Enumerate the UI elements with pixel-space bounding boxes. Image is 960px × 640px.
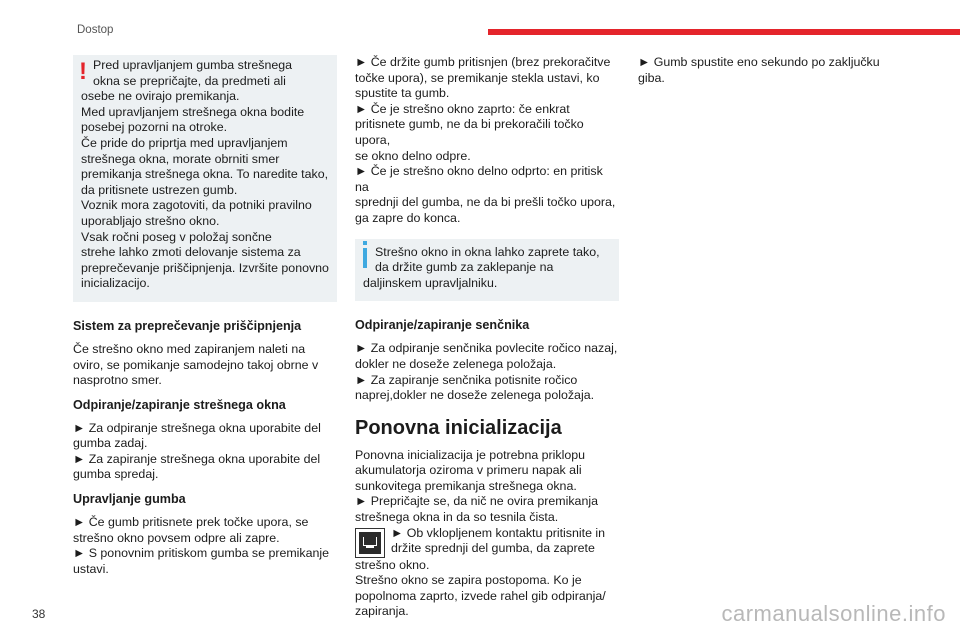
warning-line: strehe lahko zmoti delovanje sistema za — [81, 245, 301, 260]
body-line: strešno okno. — [355, 557, 430, 572]
body-line: ► Za odpiranje senčnika povlecite ročico nazaj, — [355, 341, 618, 356]
sunroof-button-icon — [355, 528, 385, 558]
warning-line: Če pride do priprtja med upravljanjem — [81, 135, 288, 150]
warning-line: osebe ne ovirajo premikanja. — [81, 89, 240, 104]
body-line: ► Če je strešno okno delno odprto: en pritisk na — [355, 164, 603, 194]
warning-line: inicializacijo. — [81, 276, 150, 291]
column-1 — [73, 55, 337, 577]
body-line: točke upora), se premikanje stekla ustavi, ko — [355, 70, 600, 85]
body-line: ► Za zapiranje strešnega okna uporabite del — [73, 451, 321, 466]
body-line: ► Če je strešno okno zaprto: če enkrat — [355, 101, 570, 116]
body-line: ► Prepričajte se, da nič ne ovira premikanja — [355, 494, 598, 509]
warning-line: okna se prepričajte, da predmeti ali — [93, 73, 286, 88]
section-title: Dostop — [77, 24, 114, 36]
warning-line: strešnega okna, morate obrniti smer — [81, 151, 280, 166]
warning-icon: ! — [79, 58, 87, 85]
warning-line: Med upravljanjem strešnega okna bodite — [81, 104, 305, 119]
warning-line: Voznik mora zagotoviti, da potniki pravilno — [81, 198, 312, 213]
body-line: Strešno okno se zapira postopoma. Ko je — [355, 573, 582, 588]
body-line: strešnega okna in da so tesnila čista. — [355, 510, 559, 525]
icon-instruction — [355, 526, 619, 557]
page-number: 38 — [32, 607, 46, 621]
body-line: akumulatorja oziroma v primeru napak ali — [355, 463, 582, 478]
warning-line: uporabljajo strešno okno. — [81, 213, 220, 228]
header-accent-bar — [488, 29, 960, 35]
body-line: oviro, se pomikanje samodejno takoj obrne v — [73, 357, 319, 372]
warning-box — [73, 55, 337, 302]
heading-button: Upravljanje gumba — [73, 492, 186, 507]
body-line: ga zapre do konca. — [355, 210, 461, 225]
body-line: ► Gumb spustite eno sekundo po zaključku — [638, 55, 880, 69]
column-2 — [355, 55, 619, 620]
body-line: giba. — [638, 70, 665, 85]
body-line: Ponovna inicializacija je potrebna priklopu — [355, 447, 586, 462]
body-line: zapiranja. — [355, 604, 409, 619]
watermark: carmanualsonline.info — [721, 601, 946, 626]
info-line: daljinskem upravljalniku. — [363, 275, 498, 290]
body-line: se okno delno odpre. — [355, 148, 471, 163]
info-line: da držite gumb za zaklepanje na — [375, 260, 554, 275]
body-line: ► Za zapiranje senčnika potisnite ročico — [355, 372, 578, 387]
info-line: Strešno okno in okna lahko zaprete tako, — [375, 244, 600, 259]
body-line: Če strešno okno med zapiranjem naleti na — [73, 341, 306, 356]
warning-line: Pred upravljanjem gumba strešnega — [93, 58, 293, 72]
info-icon — [363, 248, 367, 268]
warning-line: posebej pozorni na otroke. — [81, 120, 228, 135]
body-line: sprednji del gumba, ne da bi prešli točko upora, — [355, 195, 616, 210]
heading-antipinch: Sistem za preprečevanje priščipnjenja — [73, 318, 302, 333]
body-line: gumba spredaj. — [73, 467, 159, 482]
body-line: ► Za odpiranje strešnega okna uporabite del — [73, 420, 321, 435]
body-line: ► Ob vklopljenem kontaktu pritisnite in — [391, 525, 606, 540]
body-line: nasprotno smer. — [73, 373, 162, 388]
column-3 — [638, 55, 902, 86]
body-line: strešno okno povsem odpre ali zapre. — [73, 530, 280, 545]
info-box — [355, 239, 619, 302]
body-line: ustavi. — [73, 561, 109, 576]
heading-reinit: Ponovna inicializacija — [355, 416, 562, 439]
warning-line: Vsak ročni poseg v položaj sončne — [81, 229, 272, 244]
body-line: naprej,dokler ne doseže zelenega položaja. — [355, 388, 595, 403]
body-line: dokler ne doseže zelenega položaja. — [355, 356, 557, 371]
warning-line: preprečevanje priščipnjenja. Izvršite ponovno — [81, 260, 329, 275]
body-line: spustite ta gumb. — [355, 86, 450, 101]
body-line: popolnoma zaprto, izvede rahel gib odpiranja/ — [355, 588, 606, 603]
body-line: ► Če držite gumb pritisnjen (brez prekoračitve — [355, 55, 611, 69]
heading-shade: Odpiranje/zapiranje senčnika — [355, 318, 530, 333]
body-line: ► S ponovnim pritiskom gumba se premikanje — [73, 546, 330, 561]
warning-line: da pritisnete ustrezen gumb. — [81, 182, 238, 197]
heading-open-close: Odpiranje/zapiranje strešnega okna — [73, 397, 286, 412]
body-line: ► Če gumb pritisnete prek točke upora, se — [73, 515, 309, 530]
body-line: sunkovitega premikanja strešnega okna. — [355, 478, 577, 493]
body-line: držite sprednji del gumba, da zaprete — [391, 541, 595, 556]
warning-line: premikanja strešnega okna. To naredite tako, — [81, 167, 329, 182]
body-line: pritisnete gumb, ne da bi prekoračili točko upora, — [355, 117, 584, 147]
body-line: gumba zadaj. — [73, 436, 148, 451]
